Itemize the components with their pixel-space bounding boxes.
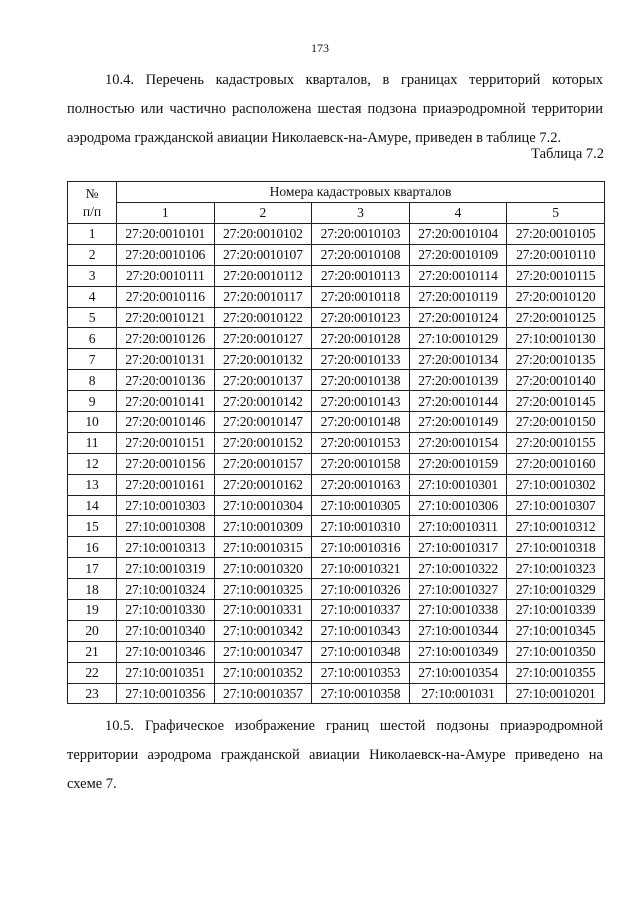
paragraph-10-5: 10.5. Графическое изображение границ шестой подзоны приаэродромной территории аэродрома гражданской авиации Николаевск-на-Амуре приведено на схеме 7. <box>67 718 603 792</box>
cadastral-number-cell: 27:10:0010304 <box>214 495 312 516</box>
cadastral-number-cell: 27:20:0010141 <box>117 391 215 412</box>
cadastral-number-cell: 27:10:0010309 <box>214 516 312 537</box>
table-row <box>68 558 605 579</box>
cadastral-number-cell: 27:10:0010344 <box>409 620 507 641</box>
table-row <box>68 391 605 412</box>
cadastral-number-cell: 27:10:0010303 <box>117 495 215 516</box>
cadastral-number-cell: 27:20:0010142 <box>214 391 312 412</box>
column-header-row-number <box>68 182 117 224</box>
cadastral-number-cell: 27:20:0010163 <box>312 474 410 495</box>
cadastral-number-cell: 27:20:0010107 <box>214 244 312 265</box>
cadastral-number-cell: 27:10:0010323 <box>507 558 605 579</box>
cadastral-number-cell: 27:20:0010152 <box>214 432 312 453</box>
cadastral-number-cell: 27:10:0010318 <box>507 537 605 558</box>
cadastral-number-cell: 27:10:0010302 <box>507 474 605 495</box>
cadastral-number-cell: 27:20:0010119 <box>409 286 507 307</box>
row-number-cell: 11 <box>68 432 117 453</box>
column-number: 3 <box>312 203 410 224</box>
cadastral-number-cell: 27:20:0010127 <box>214 328 312 349</box>
cadastral-number-cell: 27:10:0010351 <box>117 662 215 683</box>
table-row <box>68 495 605 516</box>
cadastral-number-cell: 27:20:0010156 <box>117 453 215 474</box>
cadastral-number-cell: 27:20:0010117 <box>214 286 312 307</box>
cadastral-number-cell: 27:10:0010301 <box>409 474 507 495</box>
row-number-cell: 21 <box>68 641 117 662</box>
cadastral-number-cell: 27:20:0010126 <box>117 328 215 349</box>
table-header <box>68 182 605 224</box>
column-number: 1 <box>117 203 215 224</box>
cadastral-number-cell: 27:20:0010103 <box>312 224 410 245</box>
cadastral-number-cell: 27:10:0010343 <box>312 620 410 641</box>
cadastral-number-cell: 27:10:0010350 <box>507 641 605 662</box>
cadastral-number-cell: 27:20:0010160 <box>507 453 605 474</box>
cadastral-number-cell: 27:10:0010357 <box>214 683 312 704</box>
cadastral-number-cell: 27:20:0010158 <box>312 453 410 474</box>
cadastral-number-cell: 27:20:0010128 <box>312 328 410 349</box>
cadastral-number-cell: 27:10:0010355 <box>507 662 605 683</box>
row-number-cell: 23 <box>68 683 117 704</box>
table-row <box>68 432 605 453</box>
cadastral-number-cell: 27:20:0010106 <box>117 244 215 265</box>
cadastral-number-cell: 27:10:0010312 <box>507 516 605 537</box>
cadastral-number-cell: 27:20:0010112 <box>214 265 312 286</box>
cadastral-number-cell: 27:20:0010110 <box>507 244 605 265</box>
cadastral-number-cell: 27:20:0010114 <box>409 265 507 286</box>
cadastral-number-cell: 27:20:0010146 <box>117 412 215 433</box>
row-number-cell: 5 <box>68 307 117 328</box>
cadastral-number-cell: 27:10:0010340 <box>117 620 215 641</box>
cadastral-number-cell: 27:10:0010305 <box>312 495 410 516</box>
cadastral-number-cell: 27:10:0010326 <box>312 579 410 600</box>
cadastral-number-cell: 27:20:0010123 <box>312 307 410 328</box>
cadastral-number-cell: 27:20:0010134 <box>409 349 507 370</box>
cadastral-number-cell: 27:20:0010147 <box>214 412 312 433</box>
cadastral-number-cell: 27:20:0010116 <box>117 286 215 307</box>
cadastral-number-cell: 27:10:0010201 <box>507 683 605 704</box>
cadastral-number-cell: 27:10:0010322 <box>409 558 507 579</box>
table-row <box>68 349 605 370</box>
paragraph-10-4: 10.4. Перечень кадастровых кварталов, в границах территорий которых полностью или частично расположена шестая подзона приаэродромной территории аэродрома гражданской авиации Николаевск-на-Амуре, приведен в таблице 7.2. <box>67 72 603 146</box>
cadastral-number-cell: 27:10:0010354 <box>409 662 507 683</box>
cadastral-number-cell: 27:10:0010331 <box>214 600 312 621</box>
cadastral-number-cell: 27:10:0010321 <box>312 558 410 579</box>
column-number: 4 <box>409 203 507 224</box>
cadastral-number-cell: 27:10:0010319 <box>117 558 215 579</box>
row-number-cell: 7 <box>68 349 117 370</box>
cadastral-number-cell: 27:20:0010122 <box>214 307 312 328</box>
cadastral-number-cell: 27:10:0010356 <box>117 683 215 704</box>
cadastral-number-cell: 27:20:0010125 <box>507 307 605 328</box>
row-number-cell: 10 <box>68 412 117 433</box>
row-number-cell: 1 <box>68 224 117 245</box>
row-number-cell: 18 <box>68 579 117 600</box>
row-number-cell: 15 <box>68 516 117 537</box>
cadastral-number-cell: 27:10:0010315 <box>214 537 312 558</box>
table-row <box>68 620 605 641</box>
cadastral-number-cell: 27:10:0010307 <box>507 495 605 516</box>
row-number-cell: 17 <box>68 558 117 579</box>
page-number: 173 <box>311 41 329 55</box>
cadastral-number-cell: 27:20:0010133 <box>312 349 410 370</box>
column-number: 5 <box>507 203 605 224</box>
table-row <box>68 412 605 433</box>
row-number-cell: 22 <box>68 662 117 683</box>
column-number: 2 <box>214 203 312 224</box>
table-caption: Таблица 7.2 <box>531 146 604 162</box>
cadastral-number-cell: 27:20:0010154 <box>409 432 507 453</box>
cadastral-number-cell: 27:10:0010324 <box>117 579 215 600</box>
cadastral-number-cell: 27:20:0010159 <box>409 453 507 474</box>
cadastral-number-cell: 27:20:0010104 <box>409 224 507 245</box>
cadastral-number-cell: 27:10:0010345 <box>507 620 605 641</box>
cadastral-number-cell: 27:10:001031 <box>409 683 507 704</box>
cadastral-number-cell: 27:10:0010311 <box>409 516 507 537</box>
cadastral-number-cell: 27:10:0010308 <box>117 516 215 537</box>
row-number-cell: 8 <box>68 370 117 391</box>
cadastral-number-cell: 27:20:0010161 <box>117 474 215 495</box>
cadastral-number-cell: 27:10:0010339 <box>507 600 605 621</box>
table-row <box>68 474 605 495</box>
cadastral-number-cell: 27:20:0010118 <box>312 286 410 307</box>
cadastral-number-cell: 27:20:0010124 <box>409 307 507 328</box>
cadastral-number-cell: 27:10:0010352 <box>214 662 312 683</box>
cadastral-number-cell: 27:20:0010149 <box>409 412 507 433</box>
row-number-cell: 16 <box>68 537 117 558</box>
row-number-cell: 6 <box>68 328 117 349</box>
cadastral-number-cell: 27:10:0010313 <box>117 537 215 558</box>
cadastral-number-cell: 27:20:0010136 <box>117 370 215 391</box>
cadastral-number-cell: 27:10:0010346 <box>117 641 215 662</box>
column-group-header: Номера кадастровых кварталов <box>117 182 605 203</box>
row-number-cell: 9 <box>68 391 117 412</box>
table-row <box>68 516 605 537</box>
row-number-cell: 13 <box>68 474 117 495</box>
column-header-number-sign: № <box>85 185 99 201</box>
cadastral-number-cell: 27:20:0010121 <box>117 307 215 328</box>
table-row <box>68 537 605 558</box>
cadastral-number-cell: 27:20:0010109 <box>409 244 507 265</box>
table-row <box>68 641 605 662</box>
cadastral-number-cell: 27:20:0010143 <box>312 391 410 412</box>
cadastral-number-cell: 27:20:0010101 <box>117 224 215 245</box>
cadastral-number-cell: 27:20:0010102 <box>214 224 312 245</box>
cadastral-number-cell: 27:20:0010135 <box>507 349 605 370</box>
table-row <box>68 224 605 245</box>
cadastral-number-cell: 27:20:0010153 <box>312 432 410 453</box>
table-row <box>68 600 605 621</box>
column-numbers-row <box>68 203 605 224</box>
cadastral-number-cell: 27:10:0010358 <box>312 683 410 704</box>
table-row <box>68 662 605 683</box>
cadastral-number-cell: 27:10:0010327 <box>409 579 507 600</box>
table-row <box>68 683 605 704</box>
cadastral-number-cell: 27:10:0010330 <box>117 600 215 621</box>
table-row <box>68 328 605 349</box>
cadastral-number-cell: 27:10:0010306 <box>409 495 507 516</box>
cadastral-number-cell: 27:20:0010137 <box>214 370 312 391</box>
cadastral-number-cell: 27:20:0010105 <box>507 224 605 245</box>
cadastral-number-cell: 27:20:0010113 <box>312 265 410 286</box>
cadastral-number-cell: 27:20:0010131 <box>117 349 215 370</box>
row-number-cell: 12 <box>68 453 117 474</box>
cadastral-number-cell: 27:20:0010111 <box>117 265 215 286</box>
cadastral-quarters-table <box>67 181 605 704</box>
cadastral-number-cell: 27:10:0010320 <box>214 558 312 579</box>
cadastral-number-cell: 27:10:0010130 <box>507 328 605 349</box>
cadastral-number-cell: 27:20:0010151 <box>117 432 215 453</box>
cadastral-number-cell: 27:20:0010155 <box>507 432 605 453</box>
column-header-pp: п/п <box>82 203 102 219</box>
cadastral-number-cell: 27:20:0010115 <box>507 265 605 286</box>
table-row <box>68 244 605 265</box>
cadastral-number-cell: 27:10:0010317 <box>409 537 507 558</box>
cadastral-number-cell: 27:20:0010148 <box>312 412 410 433</box>
cadastral-number-cell: 27:10:0010337 <box>312 600 410 621</box>
cadastral-number-cell: 27:10:0010347 <box>214 641 312 662</box>
row-number-cell: 3 <box>68 265 117 286</box>
cadastral-number-cell: 27:20:0010138 <box>312 370 410 391</box>
table-body <box>68 224 605 704</box>
cadastral-number-cell: 27:10:0010329 <box>507 579 605 600</box>
cadastral-number-cell: 27:10:0010325 <box>214 579 312 600</box>
cadastral-number-cell: 27:20:0010157 <box>214 453 312 474</box>
table-row <box>68 286 605 307</box>
table-row <box>68 307 605 328</box>
cadastral-number-cell: 27:10:0010310 <box>312 516 410 537</box>
row-number-cell: 4 <box>68 286 117 307</box>
cadastral-number-cell: 27:20:0010140 <box>507 370 605 391</box>
cadastral-number-cell: 27:10:0010338 <box>409 600 507 621</box>
cadastral-number-cell: 27:20:0010132 <box>214 349 312 370</box>
table-row <box>68 370 605 391</box>
cadastral-number-cell: 27:10:0010348 <box>312 641 410 662</box>
table-row <box>68 265 605 286</box>
row-number-cell: 19 <box>68 600 117 621</box>
cadastral-number-cell: 27:20:0010150 <box>507 412 605 433</box>
cadastral-number-cell: 27:10:0010316 <box>312 537 410 558</box>
row-number-cell: 14 <box>68 495 117 516</box>
cadastral-number-cell: 27:20:0010139 <box>409 370 507 391</box>
table-row <box>68 453 605 474</box>
row-number-cell: 2 <box>68 244 117 265</box>
row-number-cell: 20 <box>68 620 117 641</box>
cadastral-number-cell: 27:20:0010145 <box>507 391 605 412</box>
cadastral-number-cell: 27:20:0010108 <box>312 244 410 265</box>
cadastral-number-cell: 27:20:0010162 <box>214 474 312 495</box>
cadastral-number-cell: 27:20:0010144 <box>409 391 507 412</box>
cadastral-number-cell: 27:10:0010353 <box>312 662 410 683</box>
cadastral-number-cell: 27:10:0010129 <box>409 328 507 349</box>
table-row <box>68 579 605 600</box>
cadastral-number-cell: 27:20:0010120 <box>507 286 605 307</box>
cadastral-number-cell: 27:10:0010349 <box>409 641 507 662</box>
cadastral-number-cell: 27:10:0010342 <box>214 620 312 641</box>
